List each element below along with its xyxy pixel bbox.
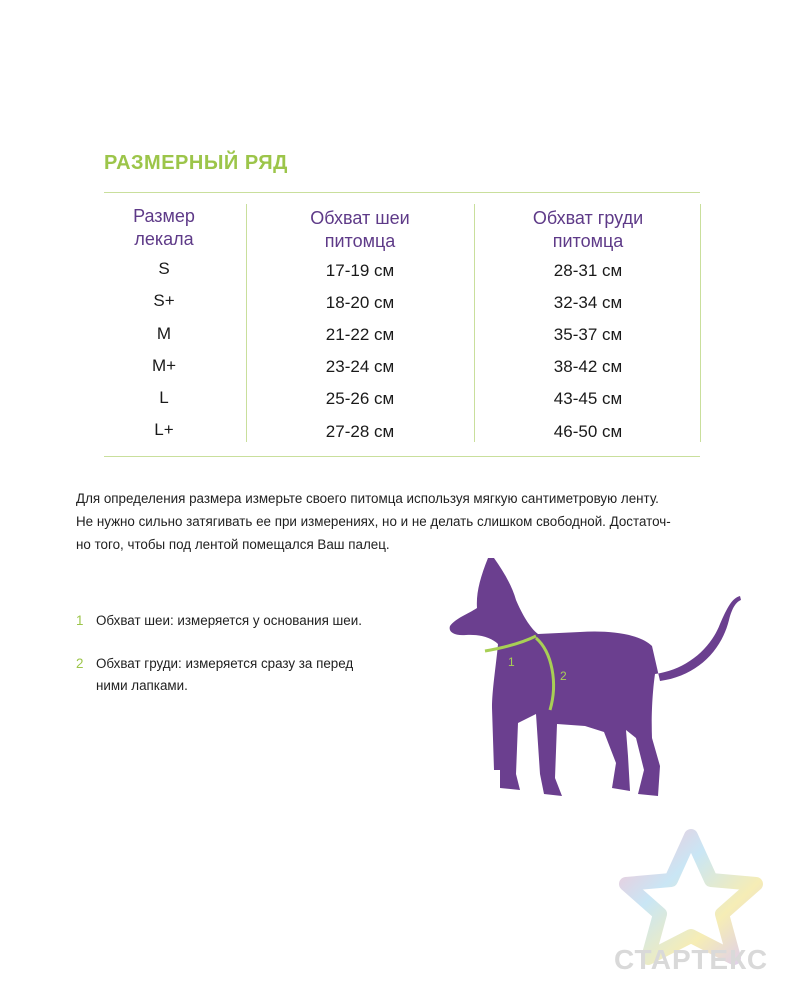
- column-divider: [474, 204, 475, 442]
- header-chest: Обхват груди питомца: [532, 208, 644, 251]
- cell-neck: 17-19 см: [325, 261, 395, 280]
- cell-chest: 46-50 см: [553, 422, 623, 441]
- note-number: 1: [76, 613, 84, 628]
- table-bottom-border: [104, 456, 700, 457]
- column-divider: [700, 204, 701, 442]
- column-divider: [246, 204, 247, 442]
- cell-size: L+: [154, 420, 174, 439]
- table-top-border: [104, 192, 700, 193]
- cell-neck: 25-26 см: [325, 389, 395, 408]
- cell-chest: 35-37 см: [553, 325, 623, 344]
- cell-neck: 27-28 см: [325, 422, 395, 441]
- cat-silhouette-illustration: [440, 548, 745, 803]
- cell-chest: 43-45 см: [553, 389, 623, 408]
- cell-chest: 28-31 см: [553, 261, 623, 280]
- cell-neck: 18-20 см: [325, 293, 395, 312]
- measurement-instructions: Для определения размера измерьте своего питомца используя мягкую сантиметровую ленту. Не нужно сильно затягивать ее при измерениях, но и не делать слишком свободной. Достаточ- но того, чтобы под лентой помещался Ваш палец.: [76, 491, 671, 552]
- cell-chest: 32-34 см: [553, 293, 623, 312]
- cell-size: M: [156, 324, 172, 343]
- cell-size: M+: [151, 356, 177, 375]
- neck-measure-label: 1: [508, 655, 515, 669]
- note-number: 2: [76, 656, 84, 671]
- chest-measure-label: 2: [560, 669, 567, 683]
- header-neck: Обхват шеи питомца: [310, 208, 410, 251]
- note-text: Обхват шеи: измеряется у основания шеи.: [96, 613, 362, 628]
- note-chest: [76, 653, 353, 697]
- logo-wordmark: СТАРТЕКС: [613, 944, 769, 975]
- cell-size: S: [158, 259, 170, 278]
- header-size: Размер лекала: [133, 206, 195, 249]
- cell-size: L: [159, 388, 169, 407]
- cell-neck: 23-24 см: [325, 357, 395, 376]
- note-neck: [76, 610, 362, 632]
- size-chart-title: РАЗМЕРНЫЙ РЯД: [104, 152, 288, 174]
- note-text: Обхват груди: измеряется сразу за перед ними лапками.: [96, 656, 354, 693]
- cell-neck: 21-22 см: [325, 325, 395, 344]
- cell-chest: 38-42 см: [553, 357, 623, 376]
- cell-size: S+: [153, 291, 175, 310]
